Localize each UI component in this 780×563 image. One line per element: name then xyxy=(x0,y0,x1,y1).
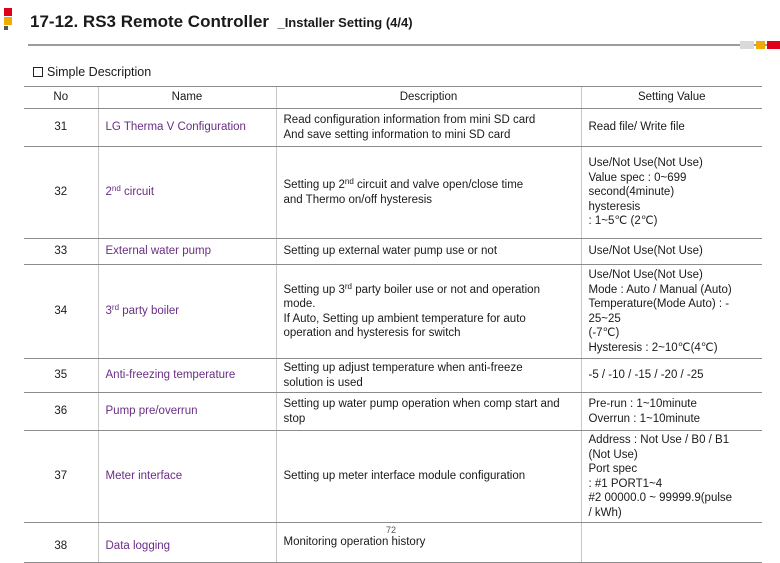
row-number: 31 xyxy=(24,109,98,147)
table-row xyxy=(24,109,762,147)
row-setting-value: Use/Not Use(Not Use) Mode : Auto / Manual (Auto) Temperature(Mode Auto) : - 25~25 (-7℃) Hysteresis : 2~10℃(4℃) xyxy=(581,265,762,359)
row-name: Pump pre/overrun xyxy=(98,393,276,431)
section-heading xyxy=(33,65,151,79)
row-description: Setting up 3rd party boiler use or not and operation mode. If Auto, Setting up ambient temperature for auto operation and hysteresis for switch xyxy=(276,265,581,359)
row-setting-value: Use/Not Use(Not Use) xyxy=(581,239,762,265)
header-decoration-red xyxy=(767,41,780,49)
company-logo xyxy=(4,8,18,30)
title-subtitle: _Installer Setting (4/4) xyxy=(277,15,413,30)
column-header-description: Description xyxy=(276,87,581,109)
table-row xyxy=(24,239,762,265)
row-name: 3rd party boiler xyxy=(98,265,276,359)
checkbox-bullet-icon xyxy=(33,67,43,77)
table-row xyxy=(24,393,762,431)
section-heading-text: Simple Description xyxy=(47,65,152,79)
row-description: Setting up external water pump use or not xyxy=(276,239,581,265)
title-main: 17-12. RS3 Remote Controller xyxy=(30,12,270,31)
column-header-no: No xyxy=(24,87,98,109)
table-row xyxy=(24,147,762,239)
row-description: Setting up adjust temperature when anti-freeze solution is used xyxy=(276,359,581,393)
settings-table xyxy=(24,86,762,563)
row-name: Anti-freezing temperature xyxy=(98,359,276,393)
row-name: 2nd circuit xyxy=(98,147,276,239)
row-number: 37 xyxy=(24,431,98,523)
row-description: Setting up 2nd circuit and valve open/close time and Thermo on/off hysteresis xyxy=(276,147,581,239)
column-header-name: Name xyxy=(98,87,276,109)
page-number: 72 xyxy=(386,525,397,535)
row-description: Read configuration information from mini SD card And save setting information to mini SD card xyxy=(276,109,581,147)
row-setting-value: Use/Not Use(Not Use) Value spec : 0~699 second(4minute) hysteresis : 1~5℃ (2℃) xyxy=(581,147,762,239)
row-number: 33 xyxy=(24,239,98,265)
page-title xyxy=(30,12,413,32)
row-description: Setting up meter interface module configuration xyxy=(276,431,581,523)
row-setting-value xyxy=(581,523,762,563)
header-decoration-yellow xyxy=(756,41,765,49)
table-row xyxy=(24,265,762,359)
row-number: 38 xyxy=(24,523,98,563)
row-description: Monitoring operation history xyxy=(276,523,581,563)
row-name: External water pump xyxy=(98,239,276,265)
row-setting-value: Pre-run : 1~10minute Overrun : 1~10minute xyxy=(581,393,762,431)
column-header-setting-value: Setting Value xyxy=(581,87,762,109)
table-row xyxy=(24,359,762,393)
header-decoration-gray xyxy=(740,41,754,49)
row-setting-value: Read file/ Write file xyxy=(581,109,762,147)
table-header-row xyxy=(24,87,762,109)
row-number: 36 xyxy=(24,393,98,431)
row-setting-value: Address : Not Use / B0 / B1 (Not Use) Port spec : #1 PORT1~4 #2 00000.0 ~ 99999.9(pulse / kWh) xyxy=(581,431,762,523)
row-number: 32 xyxy=(24,147,98,239)
table-row xyxy=(24,431,762,523)
row-setting-value: -5 / -10 / -15 / -20 / -25 xyxy=(581,359,762,393)
row-name: LG Therma V Configuration xyxy=(98,109,276,147)
row-description: Setting up water pump operation when comp start and stop xyxy=(276,393,581,431)
row-name: Meter interface xyxy=(98,431,276,523)
row-number: 35 xyxy=(24,359,98,393)
row-name: Data logging xyxy=(98,523,276,563)
header-divider xyxy=(28,44,780,46)
row-number: 34 xyxy=(24,265,98,359)
